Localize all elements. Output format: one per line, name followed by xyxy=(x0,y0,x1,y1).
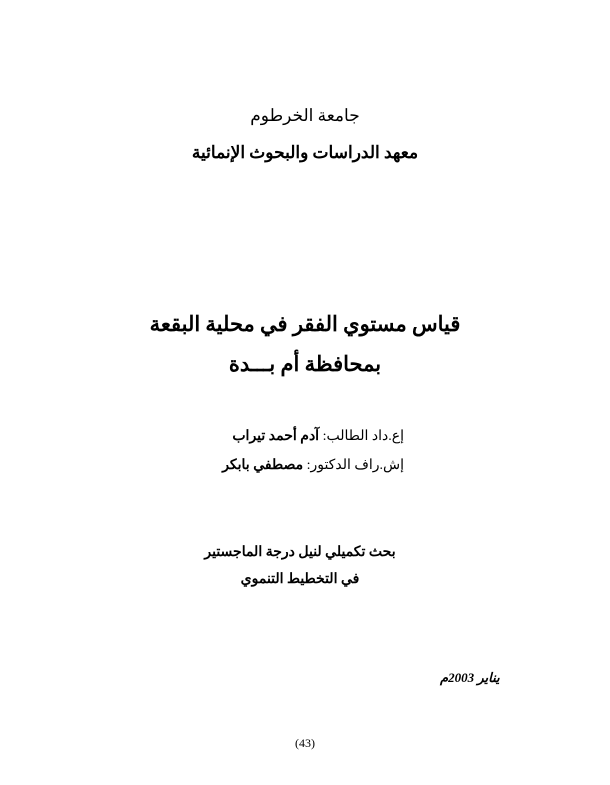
degree-statement-line-1: بحث تكميلي لنيل درجة الماجستير xyxy=(204,545,396,560)
supervisor-name: مصطفي بابكر xyxy=(222,458,304,473)
page-number: (43) xyxy=(295,736,315,750)
thesis-title-line-2: بمحافظة أم بـــدة xyxy=(228,352,382,376)
prepared-by xyxy=(232,429,404,446)
supervised-by-label: إش.راف الدكتور: xyxy=(306,458,404,473)
degree-statement-line-2: في التخطيط التنموي xyxy=(240,572,360,587)
university-name: جامعة الخرطوم xyxy=(250,106,360,125)
institute-name: معهد الدراسات والبحوث الإنمائية xyxy=(191,143,419,162)
prepared-by-label: إع.داد الطالب: xyxy=(322,429,404,444)
submission-date: يناير 2003م xyxy=(440,670,500,685)
supervised-by xyxy=(222,458,404,475)
thesis-title-line-1: قياس مستوي الفقر في محلية البقعة xyxy=(149,312,461,336)
student-name: آدم أحمد تيراب xyxy=(232,429,320,444)
